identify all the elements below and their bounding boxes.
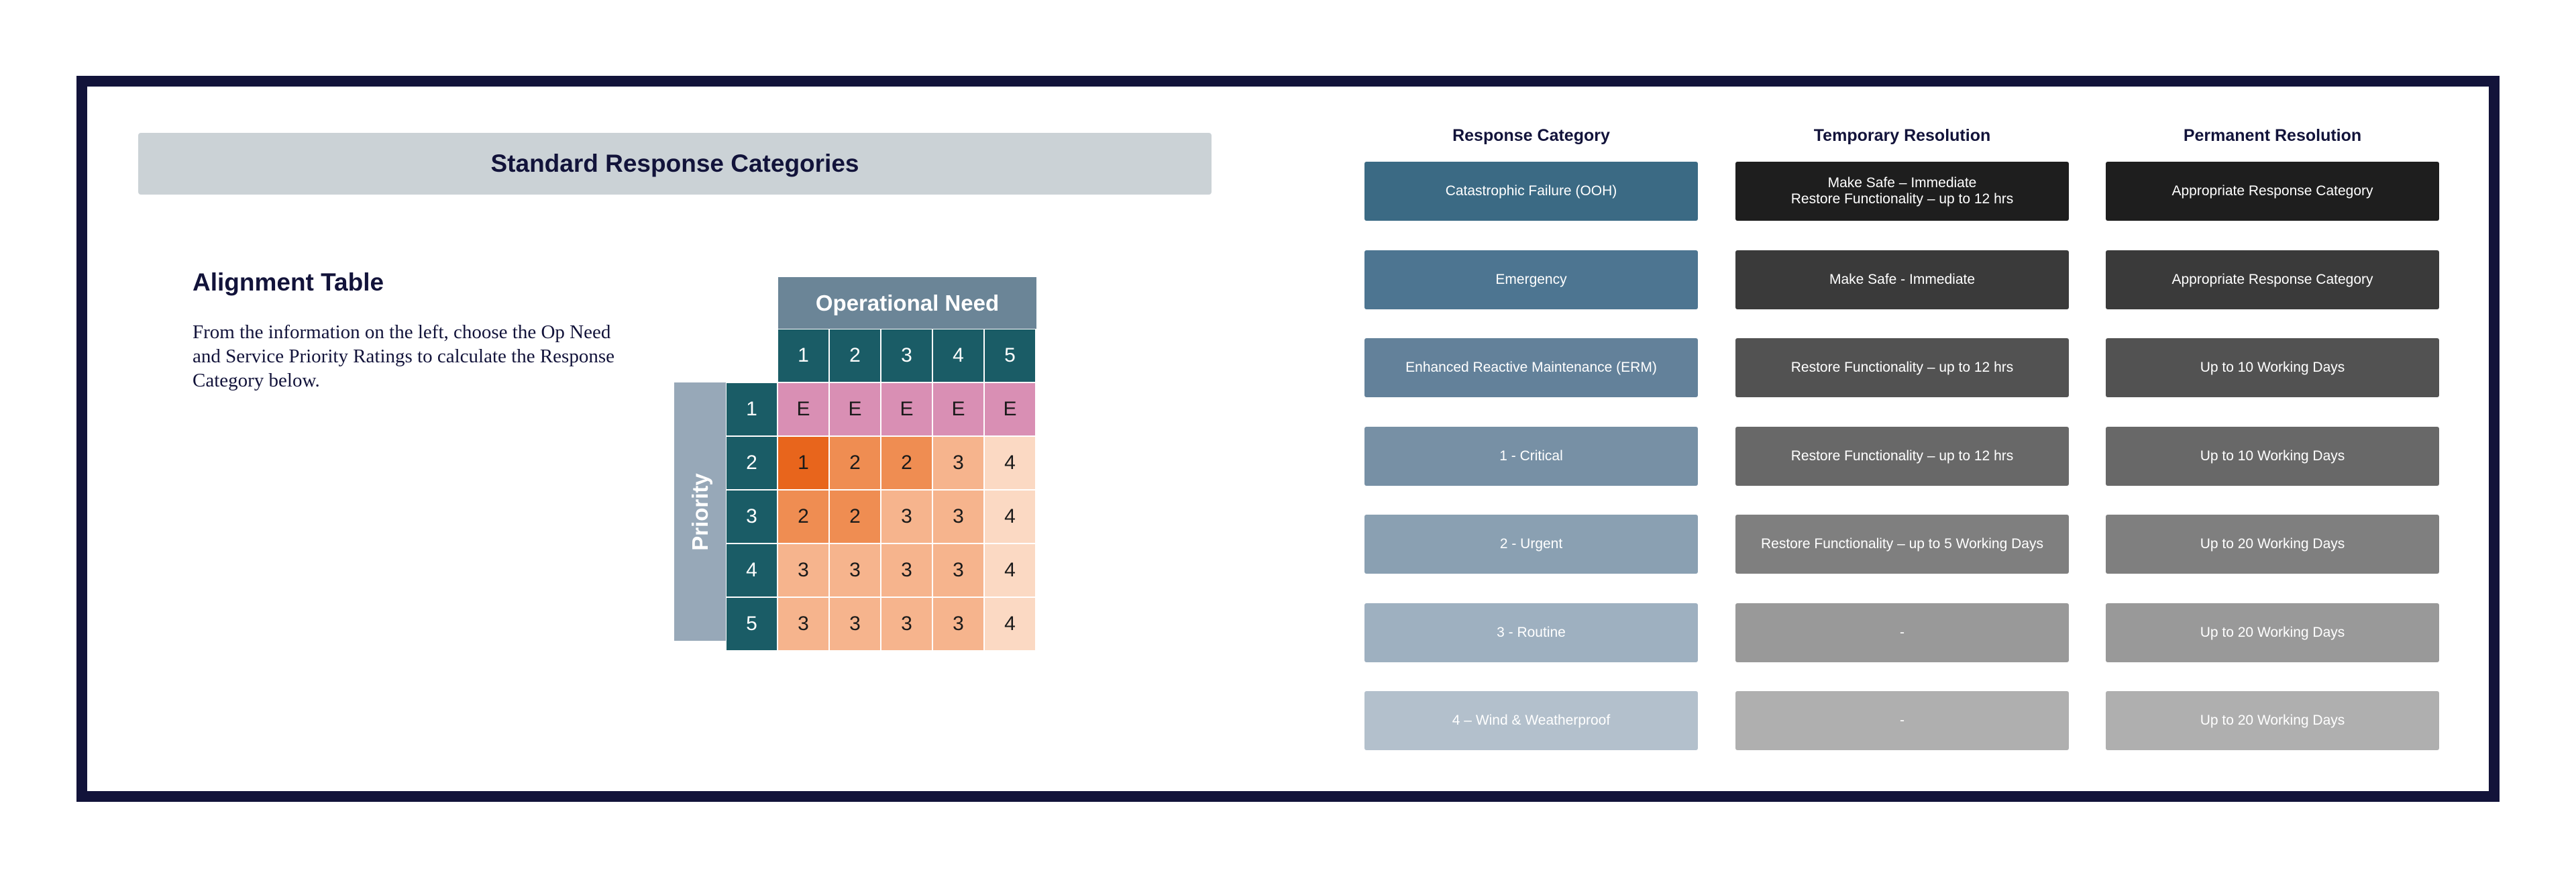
- response-category-cell: Enhanced Reactive Maintenance (ERM): [1364, 338, 1698, 397]
- permanent-resolution-cell: Appropriate Response Category: [2106, 162, 2439, 221]
- permanent-resolution-cell: Up to 20 Working Days: [2106, 691, 2439, 750]
- matrix-cell: 2: [881, 436, 932, 490]
- op-need-col-label: 5: [984, 329, 1036, 382]
- op-need-col-label: 3: [881, 329, 932, 382]
- permanent-resolution-cell: Up to 10 Working Days: [2106, 427, 2439, 486]
- matrix-cell: E: [829, 382, 881, 436]
- response-category-cell: Emergency: [1364, 250, 1698, 309]
- matrix-cell: 3: [932, 544, 984, 597]
- temporary-resolution-cell: Restore Functionality – up to 12 hrs: [1735, 338, 2069, 397]
- op-need-col-label: 4: [932, 329, 984, 382]
- matrix-cell: 3: [932, 597, 984, 651]
- response-category-cell: Catastrophic Failure (OOH): [1364, 162, 1698, 221]
- priority-row-label: 4: [726, 544, 777, 597]
- temporary-resolution-cell: Make Safe - Immediate: [1735, 250, 2069, 309]
- matrix-cell: 4: [984, 490, 1036, 544]
- matrix-cell: 3: [932, 490, 984, 544]
- matrix-cell: 2: [829, 490, 881, 544]
- temporary-resolution-cell: -: [1735, 691, 2069, 750]
- temporary-resolution-cell: -: [1735, 603, 2069, 662]
- matrix-cell: 3: [829, 597, 881, 651]
- matrix-cell: E: [932, 382, 984, 436]
- temporary-resolution-header: Temporary Resolution: [1813, 126, 1991, 145]
- permanent-resolution-cell: Up to 20 Working Days: [2106, 515, 2439, 574]
- permanent-resolution-cell: Up to 20 Working Days: [2106, 603, 2439, 662]
- matrix-cell: 4: [984, 597, 1036, 651]
- priority-row-label: 5: [726, 597, 777, 651]
- matrix-cell: 2: [777, 490, 829, 544]
- matrix-cell: E: [777, 382, 829, 436]
- permanent-resolution-header: Permanent Resolution: [2183, 126, 2362, 145]
- matrix-cell: 1: [777, 436, 829, 490]
- response-category-cell: 3 - Routine: [1364, 603, 1698, 662]
- matrix-cell: E: [881, 382, 932, 436]
- response-category-header: Response Category: [1452, 126, 1610, 145]
- op-need-col-label: 2: [829, 329, 881, 382]
- matrix-cell: 3: [829, 544, 881, 597]
- alignment-heading: Alignment Table: [193, 268, 384, 296]
- alignment-instructions: From the information on the left, choose the Op Need and Service Priority Ratings to calculate the Response Category below.: [193, 321, 614, 391]
- matrix-cell: 3: [881, 597, 932, 651]
- matrix-cell: 3: [881, 490, 932, 544]
- temporary-resolution-cell: Make Safe – Immediate Restore Functionality – up to 12 hrs: [1735, 162, 2069, 221]
- priority-row-label: 3: [726, 490, 777, 544]
- priority-header-cell: [674, 382, 726, 641]
- temporary-resolution-cell: Restore Functionality – up to 5 Working Days: [1735, 515, 2069, 574]
- matrix-cell: 3: [881, 544, 932, 597]
- matrix-cell: 2: [829, 436, 881, 490]
- matrix-cell: 3: [777, 597, 829, 651]
- response-category-cell: 4 – Wind & Weatherproof: [1364, 691, 1698, 750]
- priority-row-label: 2: [726, 436, 777, 490]
- permanent-resolution-cell: Appropriate Response Category: [2106, 250, 2439, 309]
- temporary-resolution-cell: Restore Functionality – up to 12 hrs: [1735, 427, 2069, 486]
- matrix-cell: E: [984, 382, 1036, 436]
- response-category-cell: 2 - Urgent: [1364, 515, 1698, 574]
- op-need-col-label: 1: [777, 329, 829, 382]
- permanent-resolution-cell: Up to 10 Working Days: [2106, 338, 2439, 397]
- response-category-cell: 1 - Critical: [1364, 427, 1698, 486]
- priority-row-label: 1: [726, 382, 777, 436]
- matrix-cell: 4: [984, 544, 1036, 597]
- matrix-cell: 4: [984, 436, 1036, 490]
- page-title: Standard Response Categories: [138, 133, 1212, 195]
- priority-header: Priority: [687, 472, 712, 551]
- operational-need-header: Operational Need: [778, 277, 1036, 329]
- matrix-cell: 3: [932, 436, 984, 490]
- matrix-cell: 3: [777, 544, 829, 597]
